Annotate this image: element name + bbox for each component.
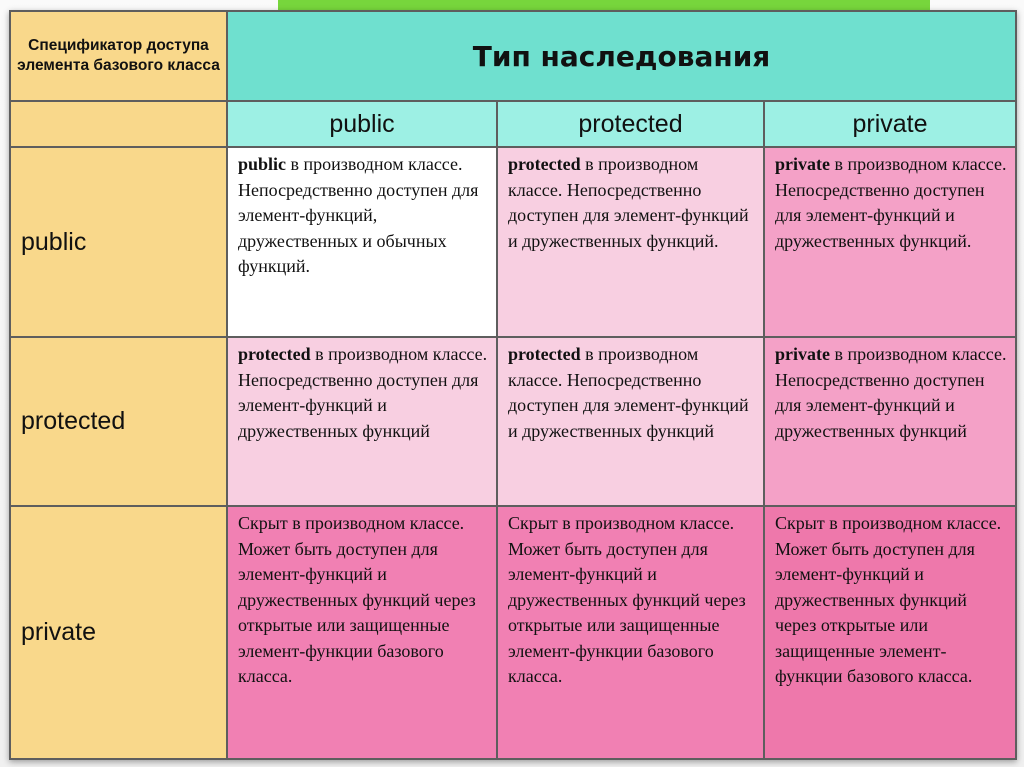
table-title: Тип наследования <box>227 11 1016 101</box>
table-cell <box>227 337 497 506</box>
column-header-private: private <box>764 101 1016 147</box>
row-header-private: private <box>10 506 227 759</box>
cell-text: Скрыт в производном классе. Может быть доступен для элемент-функций и дружественных функций через открытые или защищенные элемент-функции базового класса. <box>238 513 476 686</box>
column-header-public: public <box>227 101 497 147</box>
table-cell <box>764 506 1016 759</box>
table-cell <box>497 337 764 506</box>
corner-header-spacer <box>10 101 227 147</box>
table-cell <box>764 337 1016 506</box>
table-cell <box>764 147 1016 337</box>
table-row-protected <box>10 337 1016 506</box>
cell-text: в производном классе. Непосредственно доступен для элемент-функций, дружественных и обычных функций. <box>238 154 479 276</box>
table-row-public <box>10 147 1016 337</box>
cell-text: в производном классе. Непосредственно доступен для элемент-функций и дружественных функций <box>238 344 488 441</box>
row-header-public: public <box>10 147 227 337</box>
table-cell <box>497 147 764 337</box>
cell-text: в производном классе. Непосредственно доступен для элемент-функций и дружественных функций <box>508 344 749 441</box>
column-header-protected: protected <box>497 101 764 147</box>
access-keyword: public <box>238 154 287 174</box>
corner-header: Спецификатор доступа элемента базового класса <box>10 11 227 101</box>
cell-text: Скрыт в производном классе. Может быть доступен для элемент-функций и дружественных функций через открытые или защищенные элемент-функции базового класса. <box>508 513 746 686</box>
table-row-private <box>10 506 1016 759</box>
accent-bar <box>278 0 930 10</box>
table-cell <box>227 147 497 337</box>
table-cell <box>227 506 497 759</box>
cell-text: Скрыт в производном классе. Может быть доступен для элемент-функций и дружественных функций через открытые или защищенные элемент-функции базового класса. <box>775 513 1002 686</box>
access-keyword: protected <box>508 154 581 174</box>
cell-text: в производном классе. Непосредственно доступен для элемент-функций и дружественных функций <box>775 344 1007 441</box>
access-keyword: protected <box>238 344 311 364</box>
cell-text: в производном классе. Непосредственно доступен для элемент-функций и дружественных функций. <box>775 154 1007 251</box>
row-header-protected: protected <box>10 337 227 506</box>
table-cell <box>497 506 764 759</box>
cell-text: в производном классе. Непосредственно доступен для элемент-функций и дружественных функций. <box>508 154 749 251</box>
access-keyword: private <box>775 344 830 364</box>
access-keyword: private <box>775 154 830 174</box>
access-keyword: protected <box>508 344 581 364</box>
inheritance-table <box>9 10 1017 760</box>
